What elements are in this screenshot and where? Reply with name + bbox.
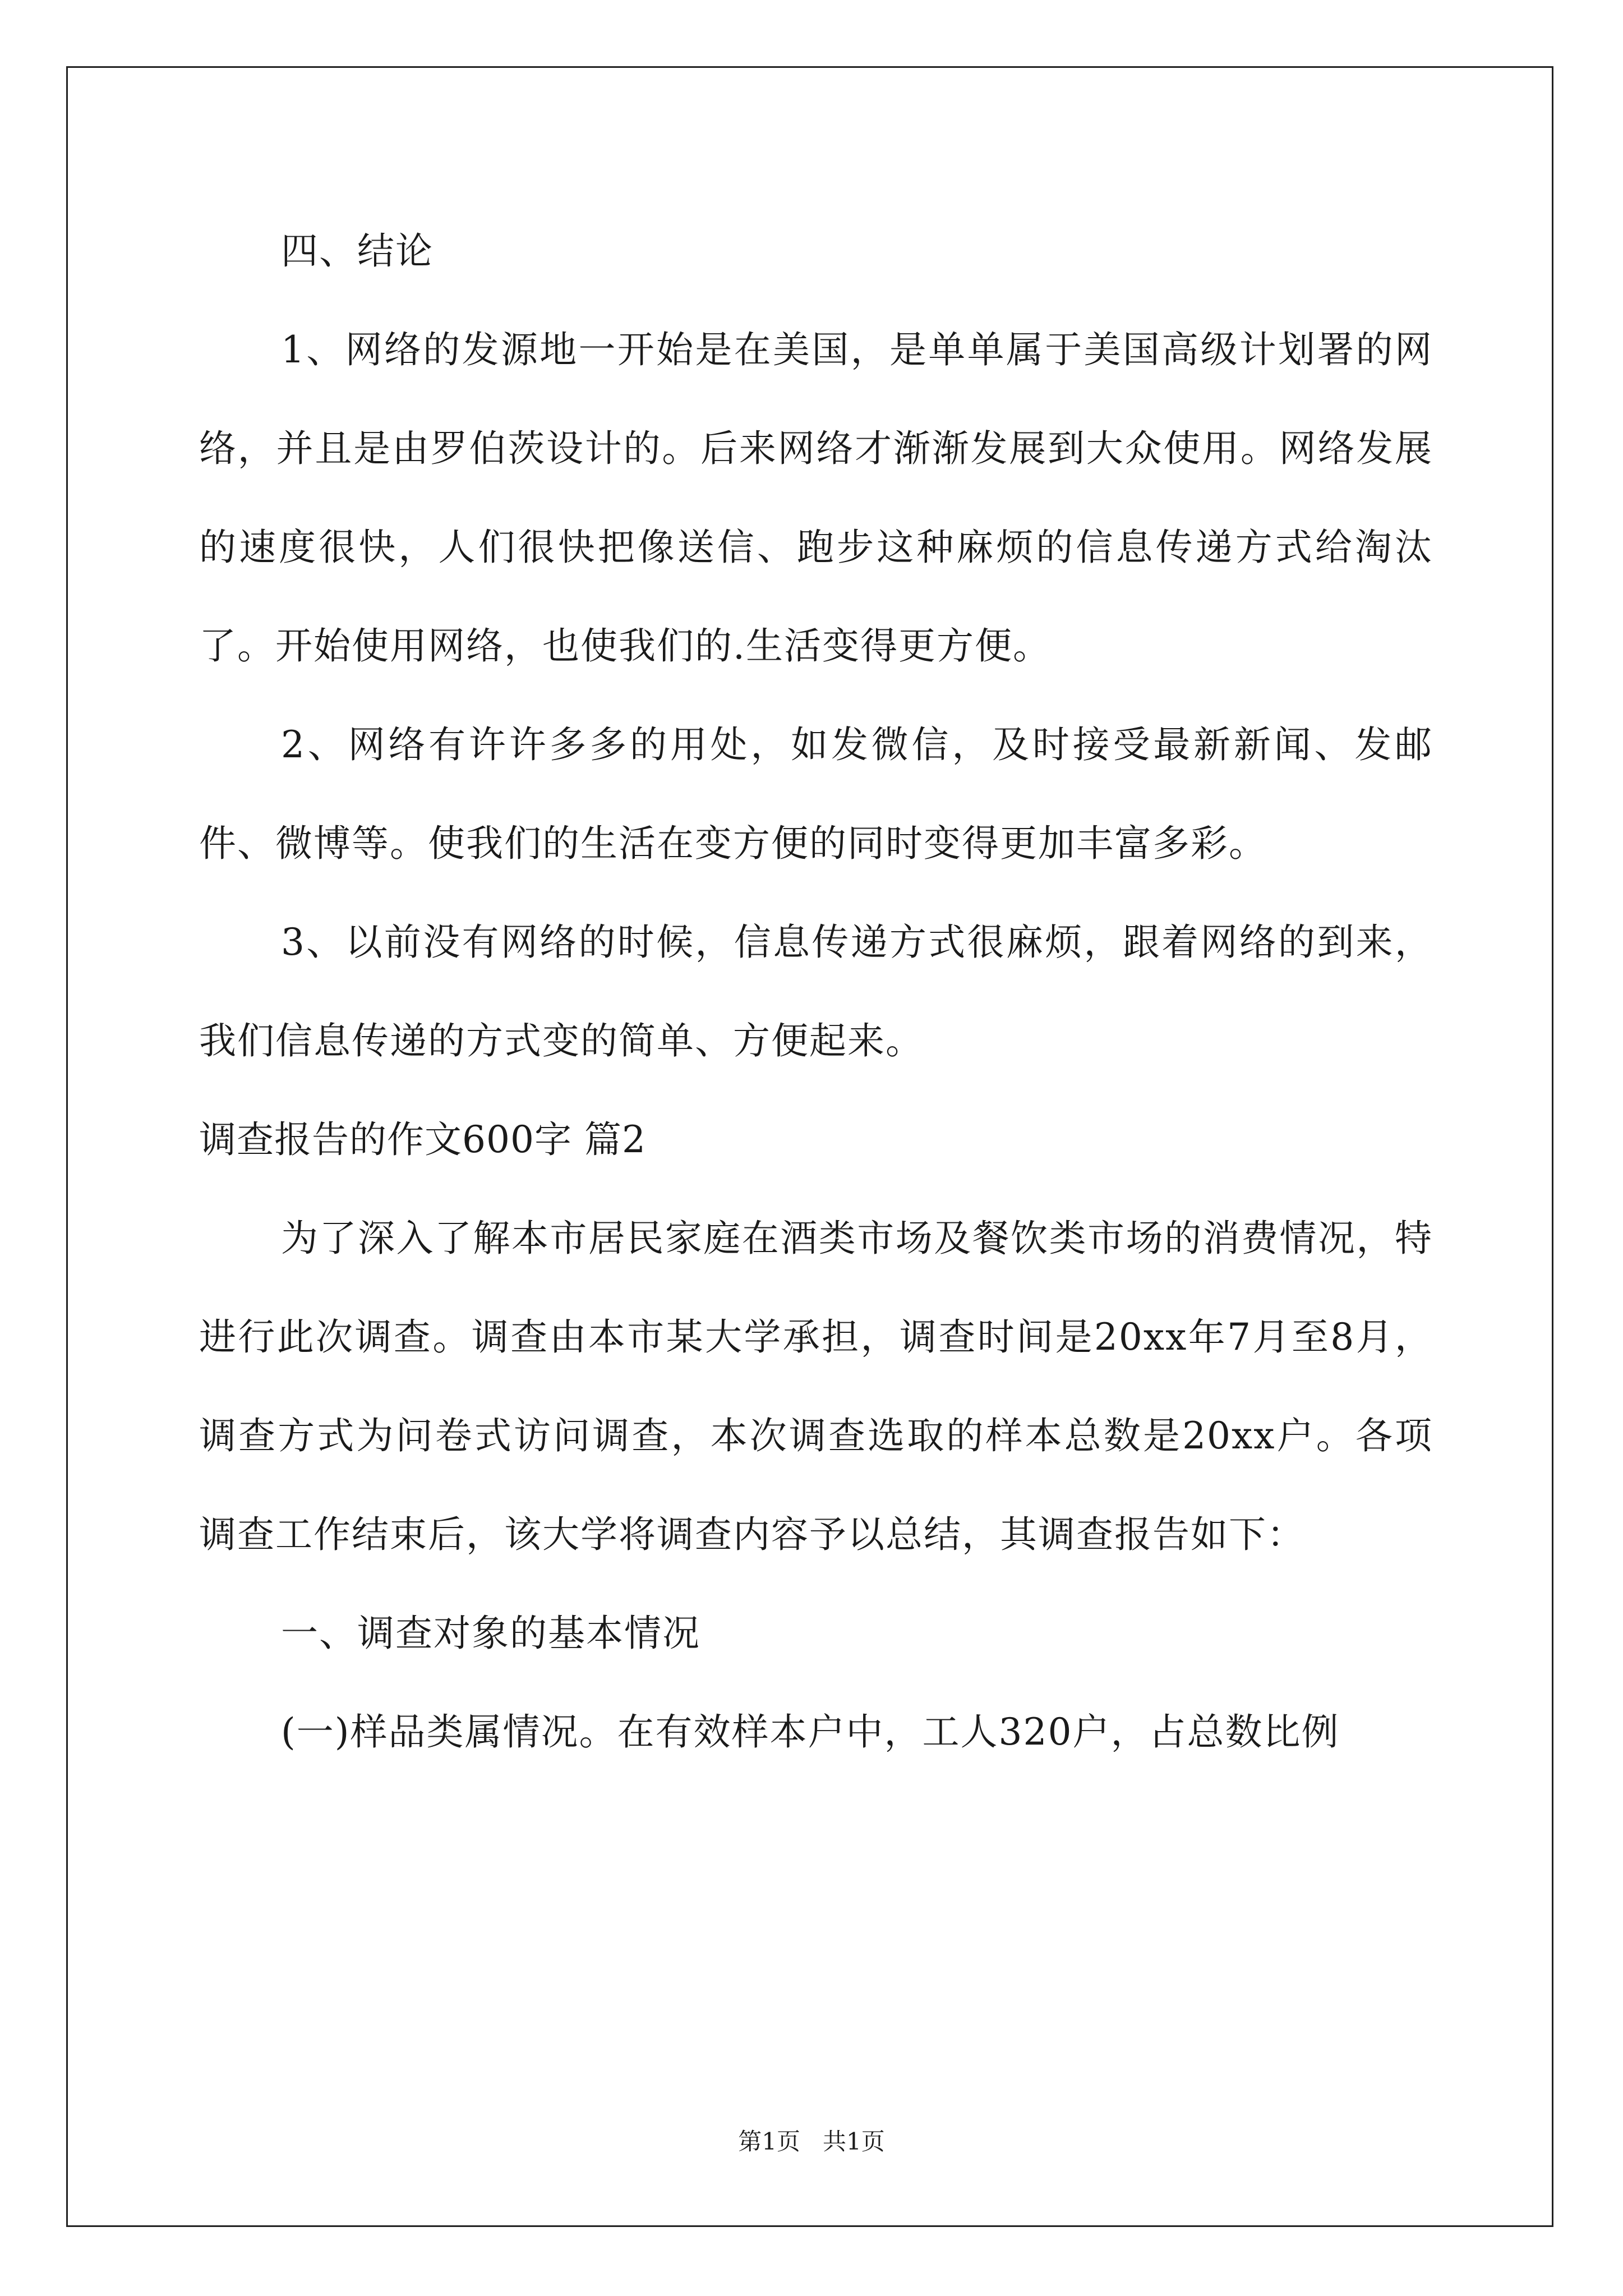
article-title: 调查报告的作文600字 篇2 [199, 1118, 646, 1161]
section-heading-survey-subjects: 一、调查对象的基本情况 [281, 1612, 700, 1655]
document-body [199, 202, 1433, 1782]
section-heading-conclusion: 四、结论 [281, 229, 434, 273]
paragraph-conclusion-3: 3、以前没有网络的时候，信息传递方式很麻烦，跟着网络的到来，我们信息传递的方式变的简单、方便起来。 [199, 921, 1433, 1062]
paragraph-conclusion-2: 2、网络有许许多多的用处，如发微信，及时接受最新新闻、发邮件、微博等。使我们的生活在变方便的同时变得更加丰富多彩。 [199, 723, 1433, 865]
page-footer: 第1页 共1页 [738, 2128, 885, 2155]
paragraph-intro: 为了深入了解本市居民家庭在酒类市场及餐饮类市场的消费情况，特进行此次调查。调查由本市某大学承担，调查时间是20xx年7月至8月，调查方式为问卷式访问调查，本次调查选取的样本总数是20xx户。各项调查工作结束后，该大学将调查内容予以总结，其调查报告如下： [199, 1217, 1433, 1556]
paragraph-sample-category: (一)样品类属情况。在有效样本户中，工人320户，占总数比例 [281, 1710, 1340, 1754]
paragraph-conclusion-1: 1、网络的发源地一开始是在美国，是单单属于美国高级计划署的网络，并且是由罗伯茨设计的。后来网络才渐渐发展到大众使用。网络发展的速度很快，人们很快把像送信、跑步这种麻烦的信息传递方式给淘汰了。开始使用网络，也使我们的.生活变得更方便。 [199, 328, 1433, 668]
